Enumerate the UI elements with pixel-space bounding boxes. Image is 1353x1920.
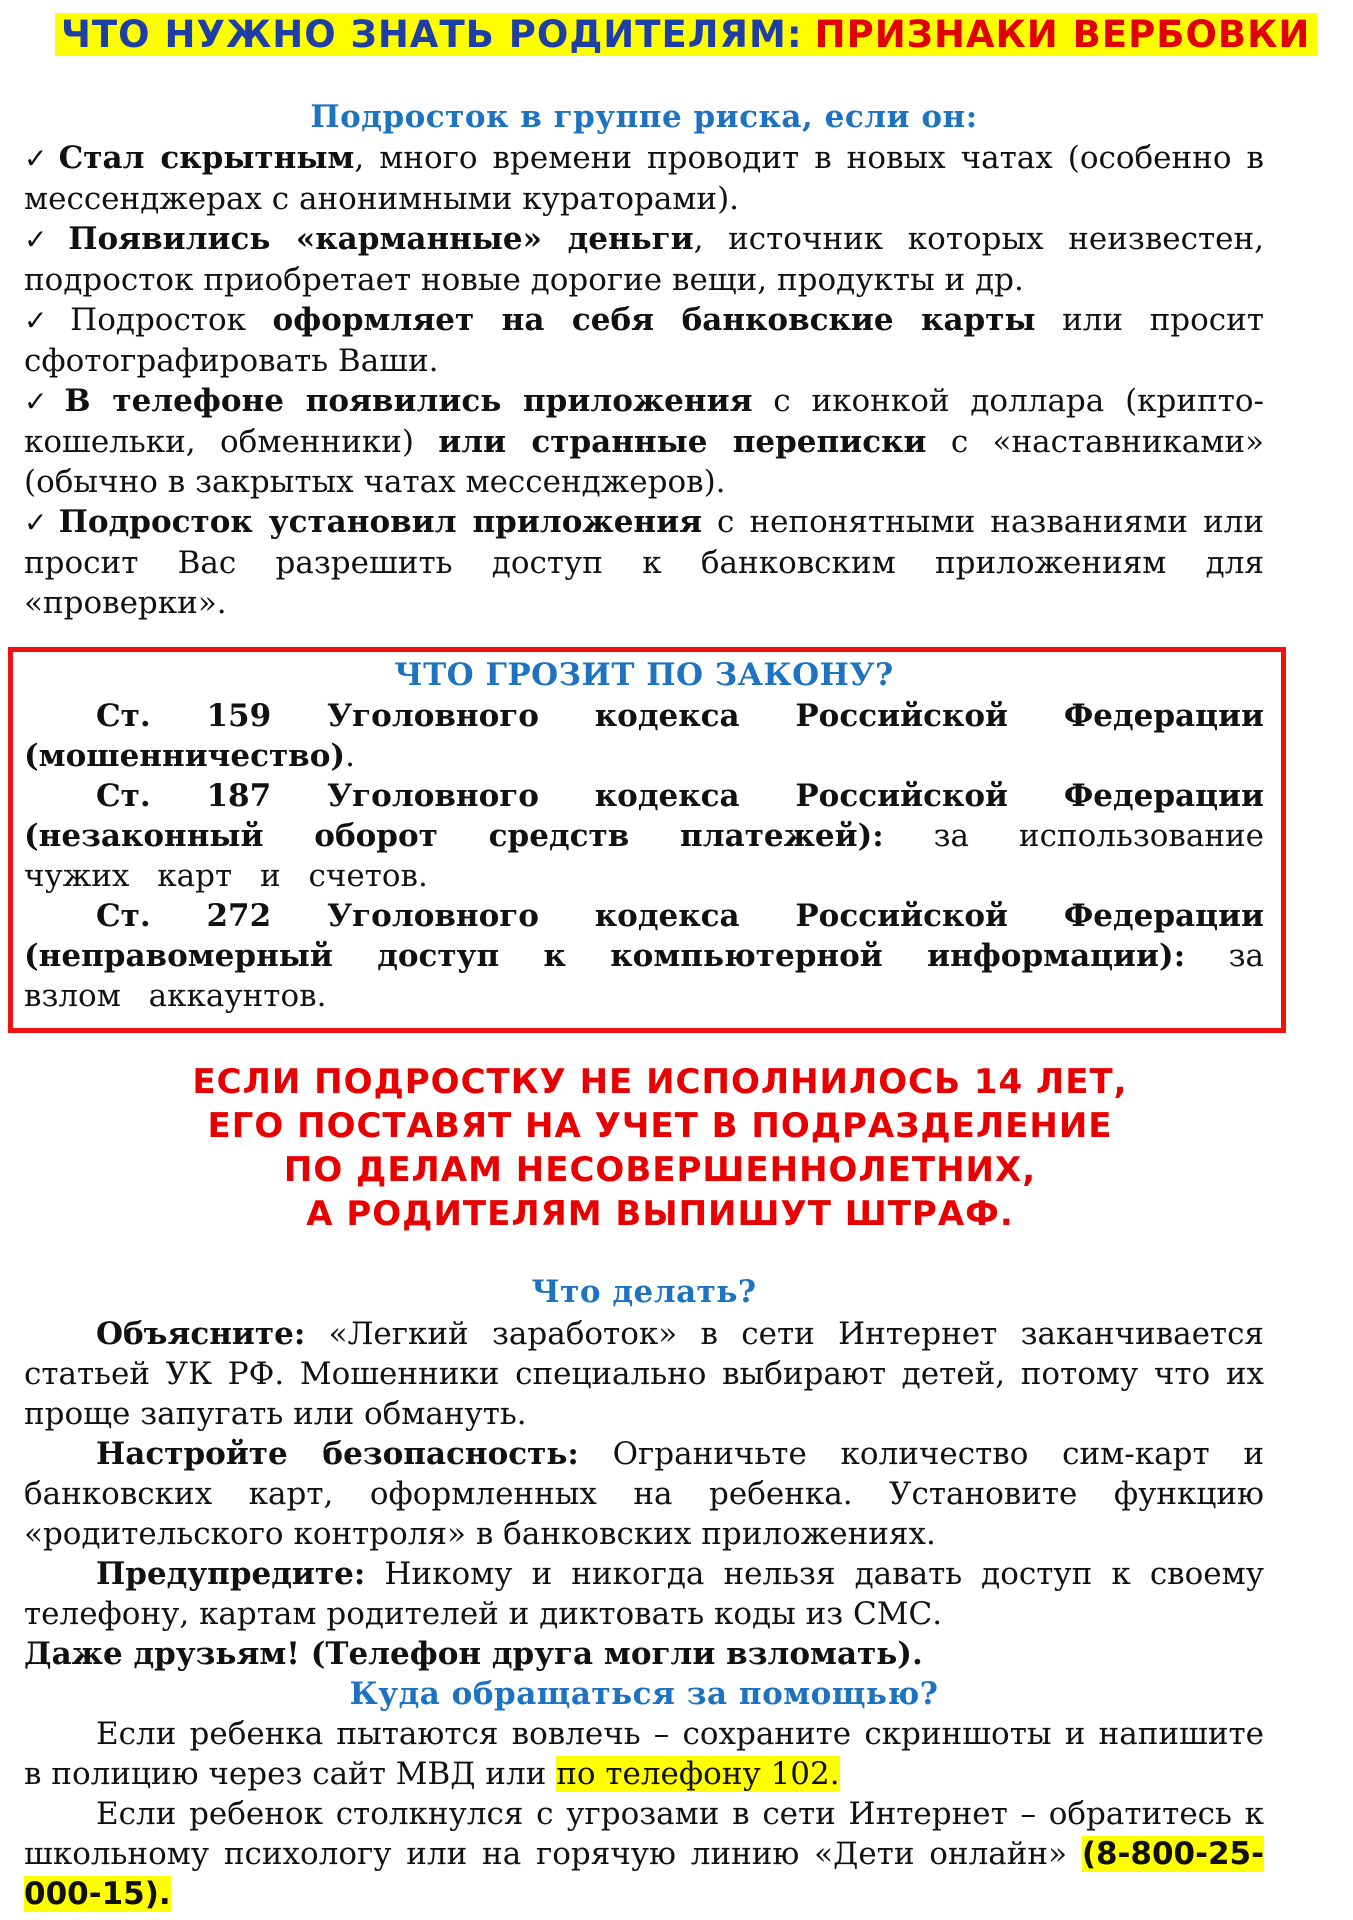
risk-item-pre: Подросток bbox=[70, 302, 273, 338]
todo-item-text: «Легкий заработок» в сети Интернет заканчивается статьей УК РФ. Мошенники специально выбирают детей, потому что их проще запугать или обмануть. bbox=[24, 1316, 1264, 1432]
alert-line: ПО ДЕЛАМ НЕСОВЕРШЕННОЛЕТНИХ, bbox=[283, 1150, 1037, 1190]
todo-item bbox=[24, 1434, 1264, 1554]
risk-item-bold: В телефоне появились приложения bbox=[64, 383, 753, 419]
todo-item bbox=[24, 1314, 1264, 1434]
help-paragraph-hotline bbox=[24, 1794, 1264, 1914]
law-article bbox=[24, 696, 1264, 776]
risk-item bbox=[24, 381, 1264, 502]
risk-item-text: или просит сфотографировать Ваши. bbox=[24, 302, 1264, 379]
risk-item bbox=[24, 502, 1264, 623]
todo-item-text: Ограничьте количество сим-карт и банковских карт, оформленных на ребенка. Установите функцию «родительского контроля» в банковских приложениях. bbox=[24, 1436, 1265, 1552]
risk-item bbox=[24, 138, 1264, 219]
todo-section bbox=[24, 1270, 1264, 1914]
alert-line: ЕГО ПОСТАВЯТ НА УЧЕТ В ПОДРАЗДЕЛЕНИЕ bbox=[207, 1106, 1113, 1146]
checkmark-icon: ✓ bbox=[24, 385, 59, 418]
todo-item-bold: Настройте безопасность: bbox=[96, 1436, 579, 1472]
juvenile-alert bbox=[0, 1060, 1320, 1236]
risk-item-bold: оформляет на себя банковские карты bbox=[272, 302, 1036, 338]
todo-warning-bold: Даже друзьям! (Телефон друга могли взломать). bbox=[24, 1636, 923, 1672]
law-article-bold: Ст. 272 Уголовного кодекса Российской Федерации (неправомерный доступ к компьютерной информации): bbox=[24, 898, 1264, 974]
law-article bbox=[24, 776, 1264, 896]
risk-item-bold-2: или странные переписки bbox=[438, 424, 927, 460]
alert-line: ЕСЛИ ПОДРОСТКУ НЕ ИСПОЛНИЛОСЬ 14 ЛЕТ, bbox=[192, 1062, 1128, 1102]
checkmark-icon: ✓ bbox=[24, 223, 63, 256]
hotline-phone: (8-800-25-000-15). bbox=[24, 1836, 1264, 1912]
law-article-bold: Ст. 187 Уголовного кодекса Российской Федерации (незаконный оборот средств платежей): bbox=[24, 778, 1264, 854]
risk-item-text: , много времени проводит в новых чатах (особенно в мессенджерах с анонимными кураторами). bbox=[24, 140, 1264, 217]
police-phone: по телефону 102. bbox=[556, 1756, 840, 1792]
todo-heading: Что делать? bbox=[531, 1274, 757, 1310]
todo-item-bold: Объясните: bbox=[96, 1316, 306, 1352]
help-paragraph-police bbox=[24, 1714, 1264, 1794]
help-text: Если ребенок столкнулся с угрозами в сети Интернет – обратитесь к школьному психологу или на горячую линию «Дети онлайн» bbox=[24, 1796, 1264, 1872]
help-heading: Куда обращаться за помощью? bbox=[349, 1676, 939, 1712]
title-part-2: ПРИЗНАКИ ВЕРБОВКИ bbox=[809, 13, 1319, 56]
law-article-bold: Ст. 159 Уголовного кодекса Российской Федерации (мошенничество) bbox=[24, 698, 1264, 774]
todo-item bbox=[24, 1554, 1264, 1634]
law-article bbox=[24, 896, 1264, 1016]
risk-section bbox=[24, 96, 1264, 623]
page-title bbox=[55, 12, 1318, 58]
risk-item bbox=[24, 219, 1264, 300]
alert-line: А РОДИТЕЛЯМ ВЫПИШУТ ШТРАФ. bbox=[306, 1194, 1014, 1234]
risk-item-text: с непонятными названиями или просит Вас разрешить доступ к банковским приложениям для «проверки». bbox=[24, 504, 1264, 621]
risk-item-bold: Стал скрытным bbox=[58, 140, 355, 176]
law-article-text: . bbox=[345, 738, 355, 774]
law-article-text: за использование чужих карт и счетов. bbox=[24, 818, 1265, 894]
risk-item-text: , источник которых неизвестен, подросток приобретает новые дорогие вещи, продукты и др. bbox=[24, 221, 1264, 298]
title-part-1: ЧТО НУЖНО ЗНАТЬ РОДИТЕЛЯМ: bbox=[55, 13, 809, 56]
risk-item-bold: Появились «карманные» деньги bbox=[68, 221, 694, 257]
risk-item-bold: Подросток установил приложения bbox=[58, 504, 702, 540]
todo-item-text: Никому и никогда нельзя давать доступ к своему телефону, картам родителей и диктовать коды из СМС. bbox=[24, 1556, 1264, 1632]
todo-warning bbox=[24, 1634, 1264, 1674]
risk-item bbox=[24, 300, 1264, 381]
risk-item-text: с иконкой доллара (крипто-кошельки, обменники) bbox=[24, 383, 1264, 460]
law-section bbox=[24, 654, 1264, 1016]
checkmark-icon: ✓ bbox=[24, 304, 65, 337]
checkmark-icon: ✓ bbox=[24, 142, 53, 175]
risk-heading: Подросток в группе риска, если он: bbox=[310, 99, 978, 135]
risk-item-text-2: с «наставниками» (обычно в закрытых чатах мессенджеров). bbox=[24, 424, 1265, 500]
law-heading: ЧТО ГРОЗИТ ПО ЗАКОНУ? bbox=[394, 657, 894, 693]
checkmark-icon: ✓ bbox=[24, 506, 53, 539]
todo-item-bold: Предупредите: bbox=[96, 1556, 366, 1592]
law-article-text: за взлом аккаунтов. bbox=[24, 938, 1264, 1014]
help-text: Если ребенка пытаются вовлечь – сохраните скриншоты и напишите в полицию через сайт МВД или bbox=[24, 1716, 1264, 1792]
